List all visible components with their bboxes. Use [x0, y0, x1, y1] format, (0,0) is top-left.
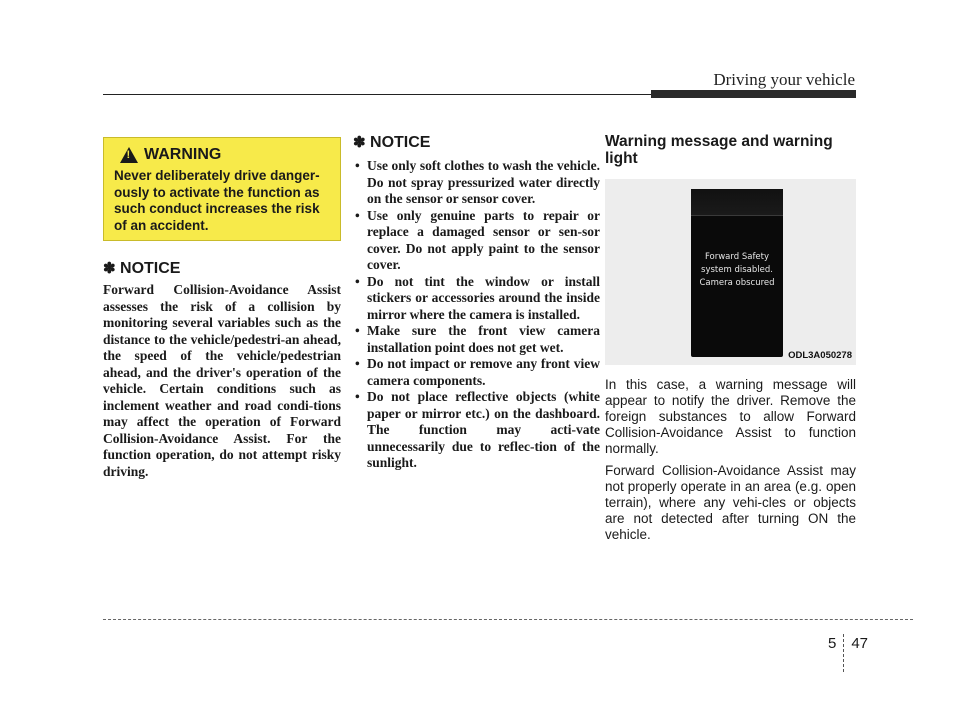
warning-heading [120, 146, 330, 164]
right-column [605, 133, 856, 543]
display-line: Forward Safety [704, 252, 770, 262]
notice-symbol-icon: ✽ [103, 260, 116, 277]
warning-title: WARNING [144, 146, 222, 163]
list-item: • Do not tint the window or install stickers or accessories around the inside mirror where the camera is installed. [353, 274, 600, 324]
page-number-value: 47 [851, 634, 869, 652]
left-column [103, 137, 341, 480]
notice-title: NOTICE [370, 134, 431, 151]
cluster-figure [605, 179, 856, 365]
warning-icon [120, 147, 138, 163]
warning-body: Never deliberately drive danger-ously to activate the function as such conduct increases the risk of an accident. [114, 168, 320, 233]
notice-body: Forward Collision-Avoidance Assist assesses the risk of a collision by monitoring several variables such as the distance to the vehicle/pedestri-an ahead, the speed of the vehicle/pedestrian ahead, and the driver's operation of the vehicle. Certain conditions such as inclement weather and road condi-tions may affect the operation of Forward Collision-Avoidance Assist. For the function operation, do not attempt risky driving. [103, 282, 341, 479]
section-heading: Warning message and warning light [605, 133, 833, 167]
paragraph: Forward Collision-Avoidance Assist may not properly operate in an area (e.g. open terrain), where any vehi-cles or objects are not detected after turning ON the vehicle. [605, 463, 856, 542]
header-rule [103, 94, 651, 95]
display-top-bar [691, 189, 783, 216]
notice-heading [103, 259, 341, 278]
header-title: Driving your vehicle [713, 70, 855, 89]
notice-symbol-icon: ✽ [353, 134, 366, 151]
paragraph: In this case, a warning message will appear to notify the driver. Remove the foreign substances to allow Forward Collision-Avoidance Assist to function normally. [605, 377, 856, 456]
page-separator [843, 634, 844, 672]
notice-heading [353, 133, 600, 152]
list-item: • Use only genuine parts to repair or replace a damaged sensor or sen-sor cover. Do not apply paint to the sensor cover. [353, 208, 600, 274]
display-line: Camera obscured [699, 278, 775, 288]
header-bar [651, 90, 856, 98]
figure-code: ODL3A050278 [788, 350, 852, 361]
chapter-number: 5 [828, 634, 837, 652]
list-item: • Do not impact or remove any front view camera components. [353, 356, 600, 389]
list-item: • Make sure the front view camera installation point does not get wet. [353, 323, 600, 356]
notice-list [353, 158, 600, 472]
notice-title: NOTICE [120, 260, 181, 277]
display-line: system disabled. [701, 265, 773, 275]
cluster-display [691, 189, 783, 357]
display-message [691, 251, 783, 290]
page-number [828, 624, 868, 662]
footer-rule [103, 619, 913, 620]
warning-box [103, 137, 341, 241]
middle-column [353, 133, 600, 472]
list-item: • Use only soft clothes to wash the vehicle. Do not spray pressurized water directly on the sensor or sensor cover. [353, 158, 600, 208]
list-item: • Do not place reflective objects (white paper or mirror etc.) on the dashboard. The function may acti-vate unnecessarily due to reflec-tion of the sunlight. [353, 389, 600, 472]
